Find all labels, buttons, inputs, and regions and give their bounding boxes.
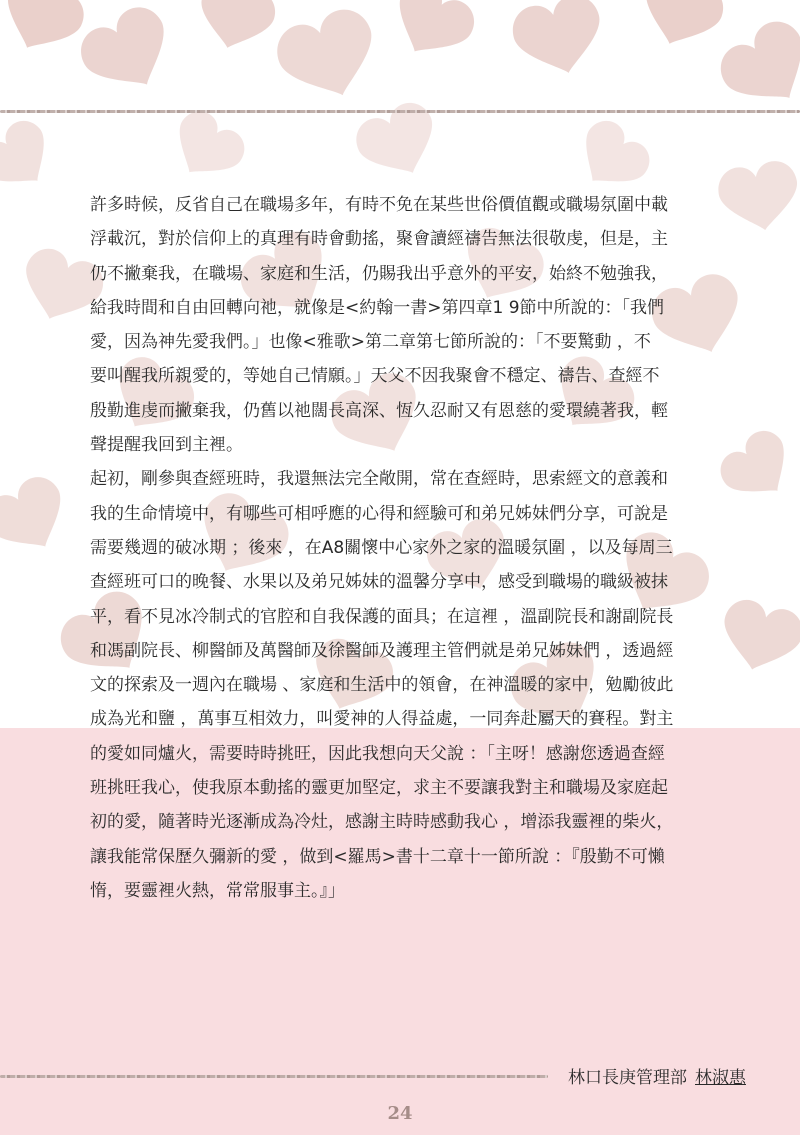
text-line: 查經班可口的晚餐、水果以及弟兄姊妹的溫馨分享中，感受到職場的職級被抹 [90, 572, 668, 593]
text-line: 愛，因為神先愛我們。」也像<雅歌>第二章第七節所說的：「不要驚動 ，不 [90, 332, 651, 353]
page-number: 24 [387, 1103, 413, 1124]
signature [568, 1063, 746, 1088]
text-line: 需要幾週的破冰期 ；後來 ，在A8關懷中心家外之家的溫暖氛圍 ，以及每周三 [90, 537, 673, 558]
text-line: 我的生命情境中，有哪些可相呼應的心得和經驗可和弟兄姊妹們分享，可說是 [90, 503, 668, 524]
heart-icon [0, 469, 80, 566]
text-line: 成為光和鹽 ，萬事互相效力，叫愛神的人得益處，一同奔赴屬天的賽程。對主 [90, 709, 674, 730]
top-divider [0, 110, 800, 113]
text-line: 平，看不見冰冷制式的官腔和自我保護的面具；在這裡 ，溫副院長和謝副院長 [90, 606, 674, 627]
text-line: 起初，剛參與查經班時，我還無法完全敞開，常在查經時，思索經文的意義和 [90, 469, 668, 490]
heart-icon [711, 12, 800, 123]
heart-icon [380, 0, 482, 71]
signature-department: 林口長庚管理部 [568, 1068, 687, 1088]
text-line: 給我時間和自由回轉向祂，就像是<約翰一書>第四章1 9節中所說的：「我們 [90, 297, 665, 318]
text-line: 初的愛，隨著時光逐漸成為冷灶，感謝主時時感動我心 ，增添我靈裡的柴火， [90, 812, 674, 833]
text-line: 聲提醒我回到主裡。 [90, 435, 243, 456]
paragraph-2 [90, 462, 750, 908]
text-line: 班挑旺我心，使我原本動搖的靈更加堅定，求主不要讓我對主和職場及家庭起 [90, 778, 668, 799]
signature-author: 林淑惠 [695, 1068, 746, 1088]
text-line: 的愛如同爐火，需要時時挑旺，因此我想向天父說 ：「主呀！感謝您透過查經 [90, 743, 665, 764]
paragraph-1 [90, 188, 750, 462]
heart-icon [507, 0, 611, 84]
heart-icon [161, 104, 253, 193]
heart-icon [632, 0, 729, 57]
text-line: 仍不撇棄我，在職場、家庭和生活，仍賜我出乎意外的平安，始終不勉強我， [90, 263, 668, 284]
text-line: 惰，要靈裡火熱，常常服事主。』」 [90, 880, 345, 901]
text-line: 讓我能常保歷久彌新的愛 ，做到<羅馬>書十二章十一節所說 ：『殷勤不可懶 [90, 846, 665, 867]
bottom-divider [0, 1075, 548, 1078]
heart-icon [269, 2, 388, 112]
heart-icon [72, 0, 185, 106]
heart-icon [0, 113, 64, 204]
text-line: 許多時候，反省自己在職場多年，有時不免在某些世俗價值觀或職場氛圍中載 [90, 195, 668, 215]
article-body [90, 188, 750, 908]
text-line: 要叫醒我所親愛的，等她自己情願。」天父不因我聚會不穩定、禱告、查經不 [90, 366, 660, 387]
text-line: 和馮副院長、柳醫師及萬醫師及徐醫師及護理主管們就是弟兄姊妹們 ，透過經 [90, 640, 674, 661]
heart-icon [191, 0, 280, 58]
text-line: 浮載沉，對於信仰上的真理有時會動搖，聚會讀經禱告無法很敬虔，但是，主 [90, 229, 668, 250]
text-line: 文的探索及一週內在職場 、家庭和生活中的領會，在神溫暖的家中，勉勵彼此 [90, 675, 674, 696]
heart-icon [0, 0, 91, 64]
text-line: 殷勤進虔而撇棄我，仍舊以祂闊長高深、恆久忍耐又有恩慈的愛環繞著我，輕 [90, 400, 668, 421]
